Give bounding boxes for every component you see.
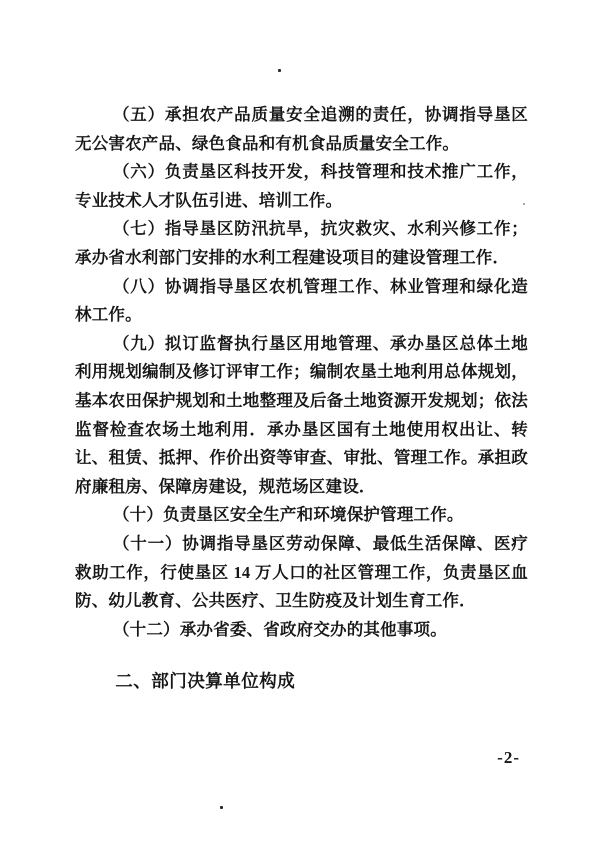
paragraph-item-10: （十）负责垦区安全生产和环境保护管理工作。 — [112, 505, 464, 525]
paragraph-item-7: （七）指导垦区防汛抗旱，抗灾救灾、水利兴修工作；承办省水利部门安排的水利工程建设项目的建设管理工作． — [75, 219, 528, 267]
section-heading: 二、部门决算单位构成 — [115, 671, 296, 692]
paragraph-item-9: （九）拟订监督执行垦区用地管理、承办垦区总体土地利用规划编制及修订评审工作；编制农垦土地利用总体规划，基本农田保护规划和土地整理及后备土地资源开发规划；依法监督检查农场土地利用．承办垦区国有土地使用权出让、转让、租赁、抵押、作价出资等审查、审批、管理工作。承担政府廉租房、保障房建设，规范场区建设． — [75, 333, 528, 496]
paragraph-item-5: （五）承担农产品质量安全追溯的责任，协调指导垦区无公害农产品、绿色食品和有机食品质量安全工作。 — [75, 105, 528, 153]
scan-speck — [220, 806, 223, 809]
paragraph-item-8: （八）协调指导垦区农机管理工作、林业管理和绿化造林工作。 — [75, 276, 528, 325]
document-body — [75, 101, 528, 696]
scan-speck — [523, 203, 525, 205]
paragraph-item-12: （十二）承办省委、省政府交办的其他事项。 — [112, 619, 447, 639]
page-number: -2- — [497, 748, 520, 767]
paragraph-item-6: （六）负责垦区科技开发，科技管理和技术推广工作，专业技术人才队伍引进、培训工作。 — [75, 162, 528, 210]
paragraph-item-11: （十一）协调指导垦区劳动保障、最低生活保障、医疗救助工作，行使垦区 14 万人口的社区管理工作，负责垦区血防、幼儿教育、公共医疗、卫生防疫及计划生育工作． — [75, 533, 528, 611]
scan-speck — [278, 69, 281, 72]
